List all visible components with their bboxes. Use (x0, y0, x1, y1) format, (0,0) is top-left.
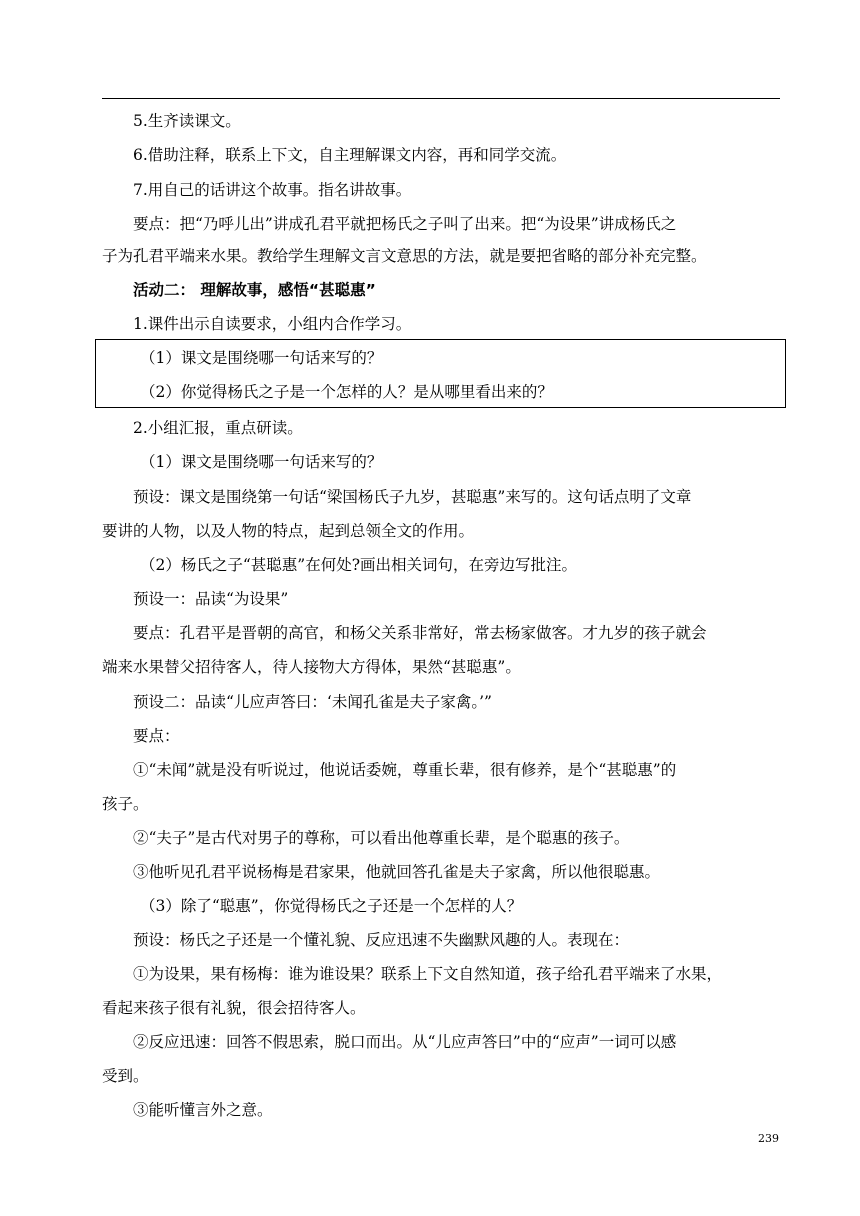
header-rule (102, 98, 780, 99)
text-line: ①为设果，果有杨梅：谁为谁设果？联系上下文自然知道，孩子给孔君平端来了水果， (133, 965, 723, 983)
text-line: 要点：孔君平是晋朝的高官，和杨父关系非常好，常去杨家做客。才九岁的孩子就会 (133, 624, 707, 642)
text-line: 受到。 (102, 1067, 149, 1085)
text-line: 2.小组汇报，重点研读。 (133, 419, 303, 437)
text-line: ③他听见孔君平说杨梅是君家果，他就回答孔雀是夫子家禽，所以他很聪惠。 (133, 863, 661, 881)
text-line: 要点： (133, 727, 180, 745)
text-line: 7.用自己的话讲这个故事。指名讲故事。 (133, 181, 412, 199)
boxed-question-1: （1）课文是围绕哪一句话来写的？ (140, 349, 383, 367)
boxed-question-2: （2）你觉得杨氏之子是一个怎样的人？是从哪里看出来的？ (140, 383, 553, 401)
text-line: 5.生齐读课文。 (133, 112, 241, 130)
text-line: ①“未闻”就是没有听说过，他说话委婉，尊重长辈，很有修养，是个“甚聪惠”的 (133, 761, 677, 779)
text-line: 孩子。 (102, 795, 149, 813)
section-heading: 活动二： 理解故事，感悟“甚聪惠” (133, 281, 376, 299)
text-line: （3）除了“聪惠”，你觉得杨氏之子还是一个怎样的人？ (140, 897, 523, 915)
text-line: 预设：杨氏之子还是一个懂礼貌、反应迅速不失幽默风趣的人。表现在： (133, 931, 630, 949)
page-number: 239 (758, 1132, 779, 1145)
text-line: 看起来孩子很有礼貌，很会招待客人。 (102, 999, 366, 1017)
text-line: ②反应迅速：回答不假思索，脱口而出。从“儿应声答曰”中的“应声”一词可以感 (133, 1033, 677, 1051)
text-line: 1.课件出示自读要求，小组内合作学习。 (133, 315, 412, 333)
text-line: （2）杨氏之子“甚聪惠”在何处?画出相关词句，在旁边写批注。 (140, 556, 578, 574)
text-line: 要点：把“乃呼儿出”讲成孔君平就把杨氏之子叫了出来。把“为设果”讲成杨氏之 (133, 215, 677, 233)
text-line: ②“夫子”是古代对男子的尊称，可以看出他尊重长辈，是个聪惠的孩子。 (133, 829, 630, 847)
text-line: ③能听懂言外之意。 (133, 1101, 273, 1119)
text-line: 预设二：品读“儿应声答曰：‘未闻孔雀是夫子家禽。’” (133, 693, 492, 711)
text-line: 6.借助注释，联系上下文，自主理解课文内容，再和同学交流。 (133, 146, 567, 164)
text-line: 要讲的人物，以及人物的特点，起到总领全文的作用。 (102, 522, 475, 540)
text-line: 预设一：品读“为设果” (133, 590, 289, 608)
text-line: 预设：课文是围绕第一句话“梁国杨氏子九岁，甚聪惠”来写的。这句话点明了文章 (133, 488, 692, 506)
text-line: （1）课文是围绕哪一句话来写的？ (140, 453, 383, 471)
text-line: 子为孔君平端来水果。教给学生理解文言文意思的方法，就是要把省略的部分补充完整。 (102, 247, 707, 265)
text-line: 端来水果替父招待客人，待人接物大方得体，果然“甚聪惠”。 (102, 658, 521, 676)
